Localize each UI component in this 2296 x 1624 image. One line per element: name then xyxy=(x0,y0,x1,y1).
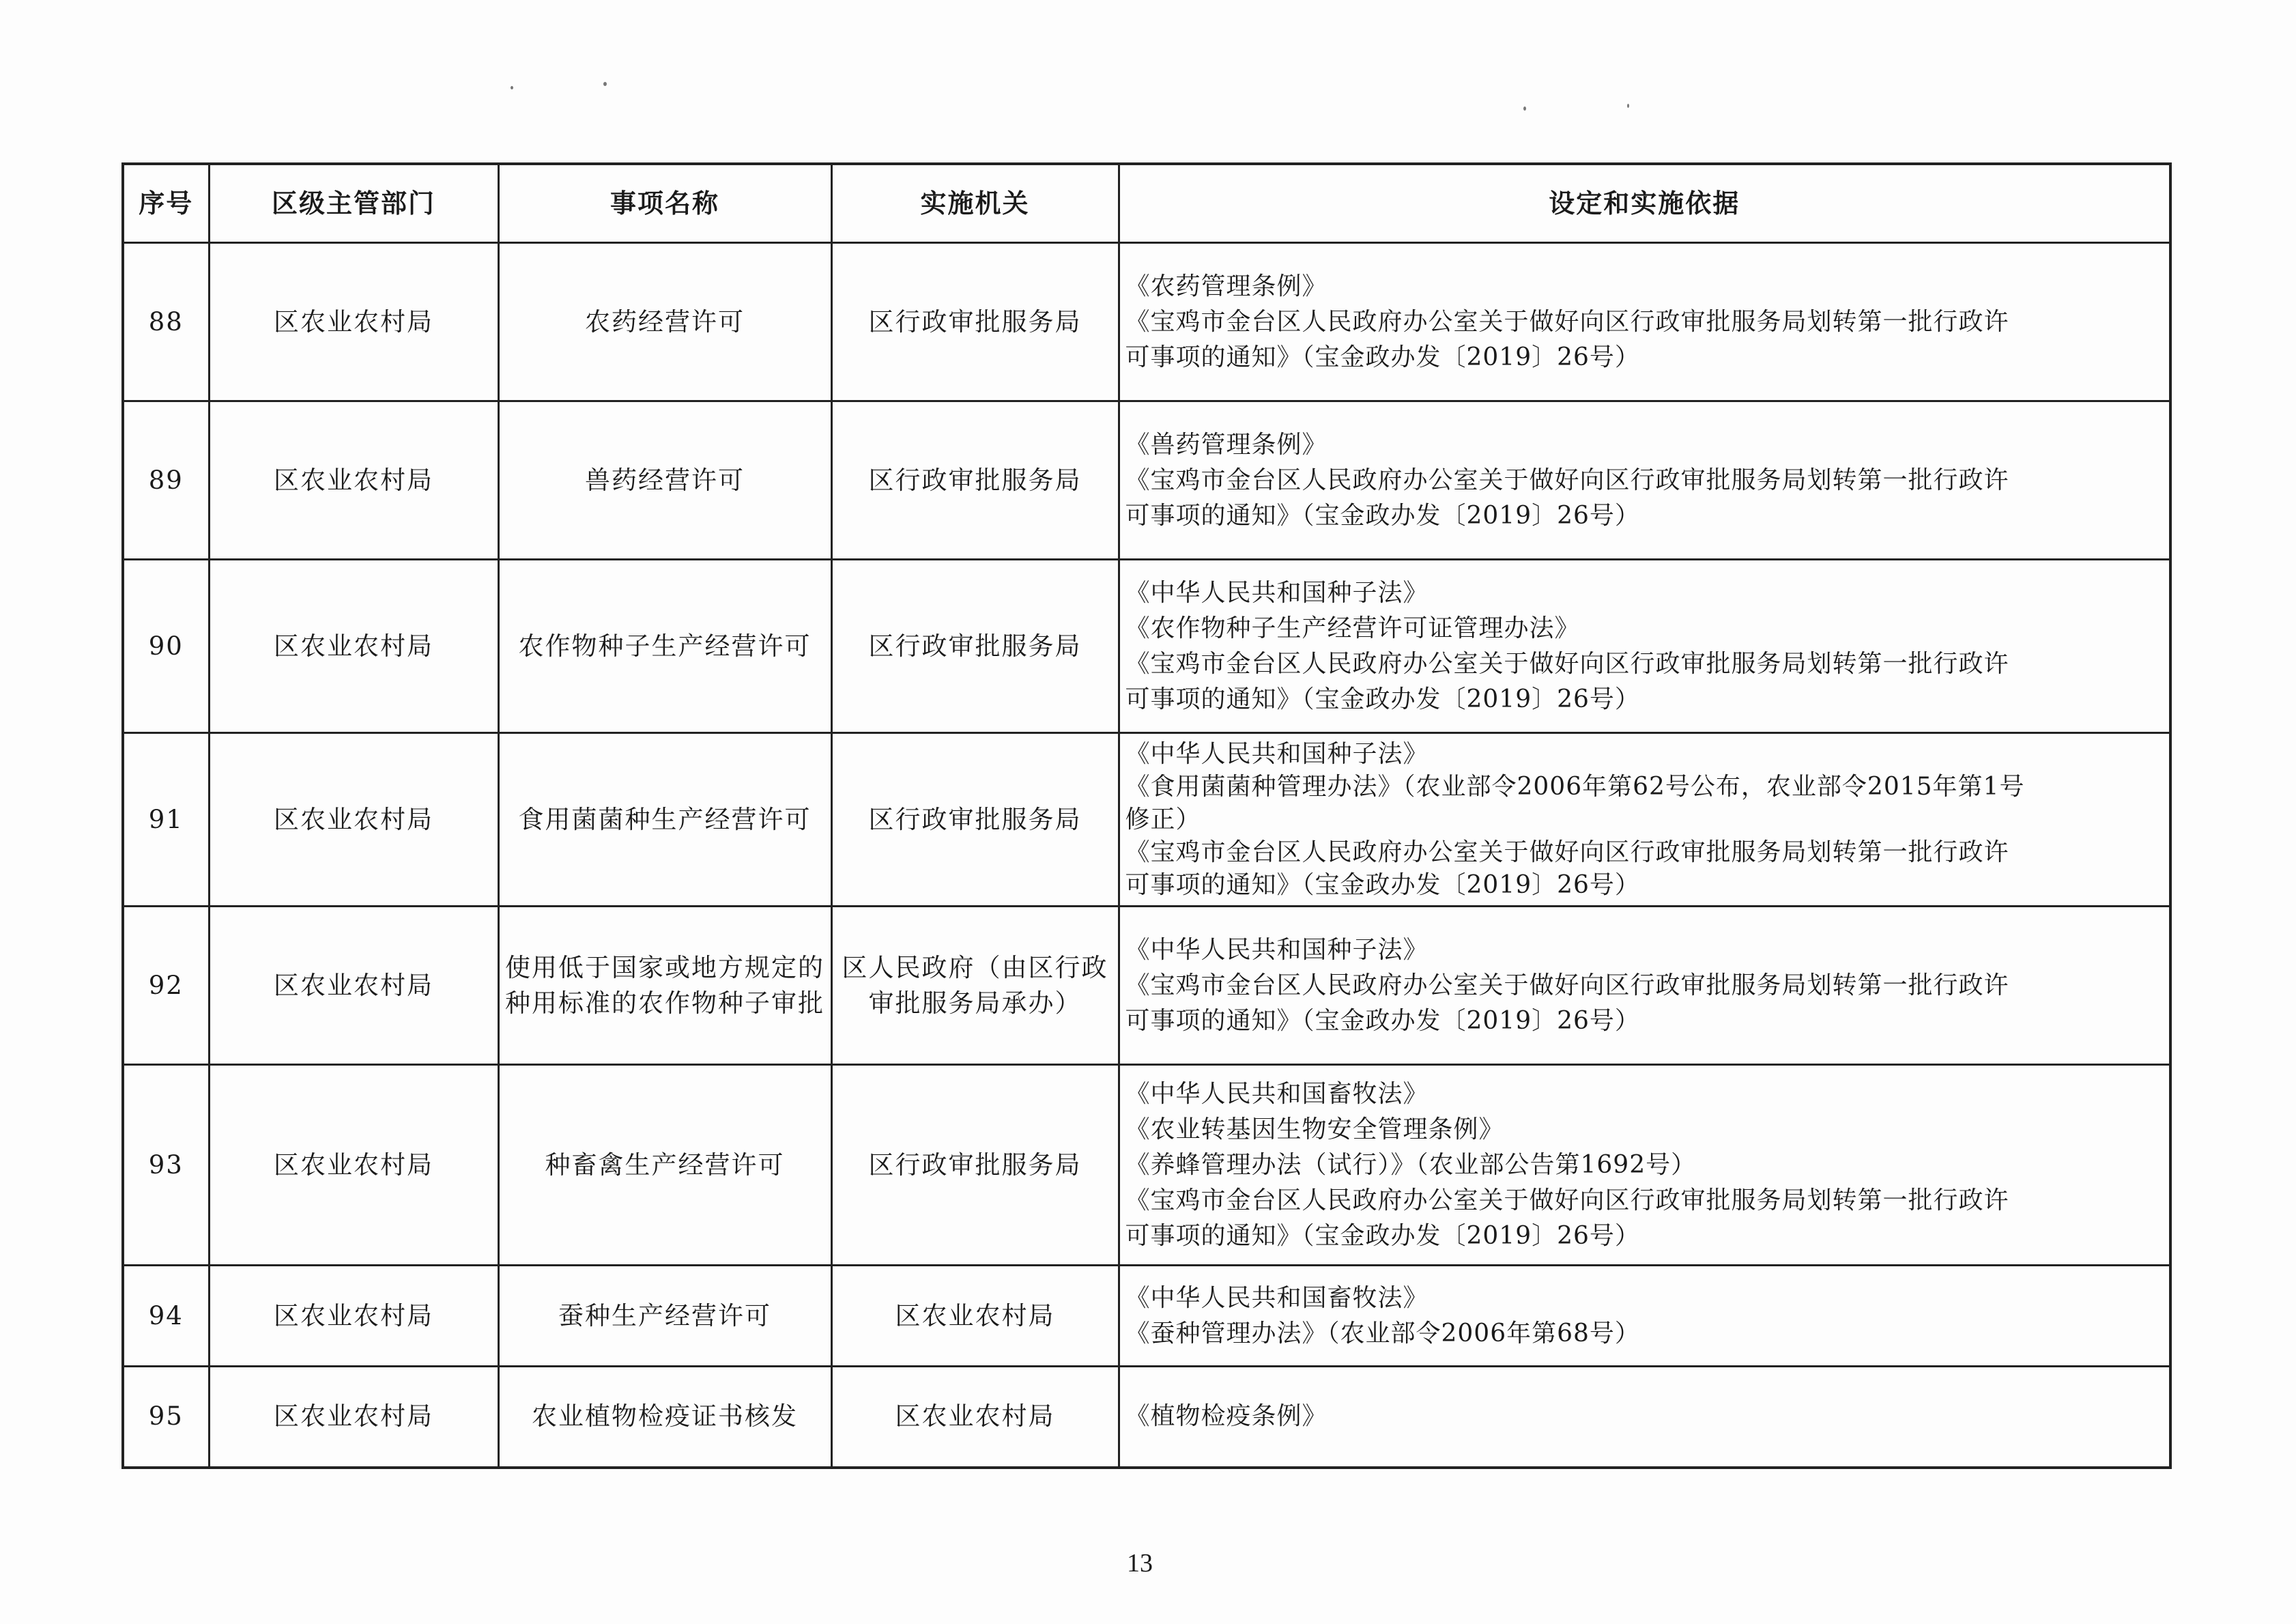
basis-line: 《宝鸡市金台区人民政府办公室关于做好向区行政审批服务局划转第一批行政许 xyxy=(1125,307,2009,336)
scan-speck xyxy=(1627,104,1629,108)
cell-legal-basis xyxy=(1119,1065,2170,1266)
cell-serial-number: 93 xyxy=(123,1065,209,1266)
basis-line: 《养蜂管理办法（试行）》（农业部公告第1692号） xyxy=(1125,1150,1697,1179)
basis-line: 修正） xyxy=(1125,805,1201,834)
basis-line: 《宝鸡市金台区人民政府办公室关于做好向区行政审批服务局划转第一批行政许 xyxy=(1125,838,2009,866)
basis-line: 《宝鸡市金台区人民政府办公室关于做好向区行政审批服务局划转第一批行政许 xyxy=(1125,466,2009,494)
cell-legal-basis xyxy=(1119,401,2170,560)
basis-line: 《中华人民共和国种子法》 xyxy=(1125,739,1429,768)
header-legal-basis: 设定和实施依据 xyxy=(1119,164,2170,243)
cell-legal-basis xyxy=(1119,907,2170,1065)
cell-item-name: 蚕种生产经营许可 xyxy=(498,1266,831,1367)
basis-line: 《农业转基因生物安全管理条例》 xyxy=(1125,1115,1504,1143)
basis-line: 《宝鸡市金台区人民政府办公室关于做好向区行政审批服务局划转第一批行政许 xyxy=(1125,1186,2009,1214)
table-row xyxy=(123,1266,2170,1367)
cell-department: 区农业农村局 xyxy=(209,560,498,733)
cell-implementing-agency: 区行政审批服务局 xyxy=(831,560,1119,733)
cell-item-name: 使用低于国家或地方规定的种用标准的农作物种子审批 xyxy=(498,907,831,1065)
cell-department: 区农业农村局 xyxy=(209,243,498,401)
cell-department: 区农业农村局 xyxy=(209,733,498,907)
approval-items-table xyxy=(121,162,2172,1469)
basis-line: 可事项的通知》（宝金政办发〔2019〕26号） xyxy=(1125,1221,1640,1250)
cell-serial-number: 94 xyxy=(123,1266,209,1367)
cell-serial-number: 88 xyxy=(123,243,209,401)
basis-line: 可事项的通知》（宝金政办发〔2019〕26号） xyxy=(1125,685,1640,713)
cell-item-name: 农作物种子生产经营许可 xyxy=(498,560,831,733)
header-implementing-agency: 实施机关 xyxy=(831,164,1119,243)
cell-legal-basis xyxy=(1119,243,2170,401)
basis-line: 《兽药管理条例》 xyxy=(1125,430,1328,459)
cell-item-name: 农业植物检疫证书核发 xyxy=(498,1367,831,1468)
basis-line: 可事项的通知》（宝金政办发〔2019〕26号） xyxy=(1125,870,1640,899)
table-row xyxy=(123,243,2170,401)
cell-serial-number: 91 xyxy=(123,733,209,907)
cell-serial-number: 95 xyxy=(123,1367,209,1468)
basis-line: 《中华人民共和国种子法》 xyxy=(1125,935,1429,964)
table-row xyxy=(123,907,2170,1065)
cell-implementing-agency: 区农业农村局 xyxy=(831,1367,1119,1468)
basis-line: 可事项的通知》（宝金政办发〔2019〕26号） xyxy=(1125,1006,1640,1035)
basis-line: 《植物检疫条例》 xyxy=(1125,1402,1328,1431)
scan-speck xyxy=(511,86,513,89)
table-row xyxy=(123,1367,2170,1468)
scan-speck xyxy=(1523,106,1526,111)
cell-legal-basis xyxy=(1119,560,2170,733)
basis-line: 《宝鸡市金台区人民政府办公室关于做好向区行政审批服务局划转第一批行政许 xyxy=(1125,649,2009,678)
basis-line: 《农药管理条例》 xyxy=(1125,272,1328,300)
cell-department: 区农业农村局 xyxy=(209,1266,498,1367)
basis-line: 《宝鸡市金台区人民政府办公室关于做好向区行政审批服务局划转第一批行政许 xyxy=(1125,971,2009,999)
table-row xyxy=(123,1065,2170,1266)
basis-line: 《食用菌菌种管理办法》（农业部令2006年第62号公布，农业部令2015年第1号 xyxy=(1125,772,2025,801)
cell-department: 区农业农村局 xyxy=(209,401,498,560)
cell-item-name: 农药经营许可 xyxy=(498,243,831,401)
basis-line: 《中华人民共和国畜牧法》 xyxy=(1125,1079,1429,1108)
basis-line: 《中华人民共和国种子法》 xyxy=(1125,578,1429,607)
cell-department: 区农业农村局 xyxy=(209,907,498,1065)
cell-item-name: 兽药经营许可 xyxy=(498,401,831,560)
cell-serial-number: 89 xyxy=(123,401,209,560)
cell-department: 区农业农村局 xyxy=(209,1367,498,1468)
basis-line: 可事项的通知》（宝金政办发〔2019〕26号） xyxy=(1125,501,1640,530)
cell-implementing-agency: 区行政审批服务局 xyxy=(831,1065,1119,1266)
header-department: 区级主管部门 xyxy=(209,164,498,243)
basis-line: 《农作物种子生产经营许可证管理办法》 xyxy=(1125,614,1580,642)
basis-line: 可事项的通知》（宝金政办发〔2019〕26号） xyxy=(1125,343,1640,371)
cell-implementing-agency: 区行政审批服务局 xyxy=(831,243,1119,401)
table-row xyxy=(123,401,2170,560)
table-row xyxy=(123,560,2170,733)
header-item-name: 事项名称 xyxy=(498,164,831,243)
basis-line: 《蚕种管理办法》（农业部令2006年第68号） xyxy=(1125,1319,1640,1348)
header-serial-number: 序号 xyxy=(123,164,209,243)
cell-item-name: 种畜禽生产经营许可 xyxy=(498,1065,831,1266)
table-header-row xyxy=(123,164,2170,243)
cell-implementing-agency: 区人民政府（由区行政审批服务局承办） xyxy=(831,907,1119,1065)
cell-implementing-agency: 区农业农村局 xyxy=(831,1266,1119,1367)
cell-legal-basis xyxy=(1119,733,2170,907)
cell-legal-basis xyxy=(1119,1367,2170,1468)
cell-item-name: 食用菌菌种生产经营许可 xyxy=(498,733,831,907)
cell-serial-number: 92 xyxy=(123,907,209,1065)
basis-line: 《中华人民共和国畜牧法》 xyxy=(1125,1283,1429,1312)
page-number: 13 xyxy=(1127,1549,1153,1578)
cell-legal-basis xyxy=(1119,1266,2170,1367)
scan-speck xyxy=(603,82,607,86)
cell-serial-number: 90 xyxy=(123,560,209,733)
cell-implementing-agency: 区行政审批服务局 xyxy=(831,733,1119,907)
table-row xyxy=(123,733,2170,907)
cell-department: 区农业农村局 xyxy=(209,1065,498,1266)
cell-implementing-agency: 区行政审批服务局 xyxy=(831,401,1119,560)
